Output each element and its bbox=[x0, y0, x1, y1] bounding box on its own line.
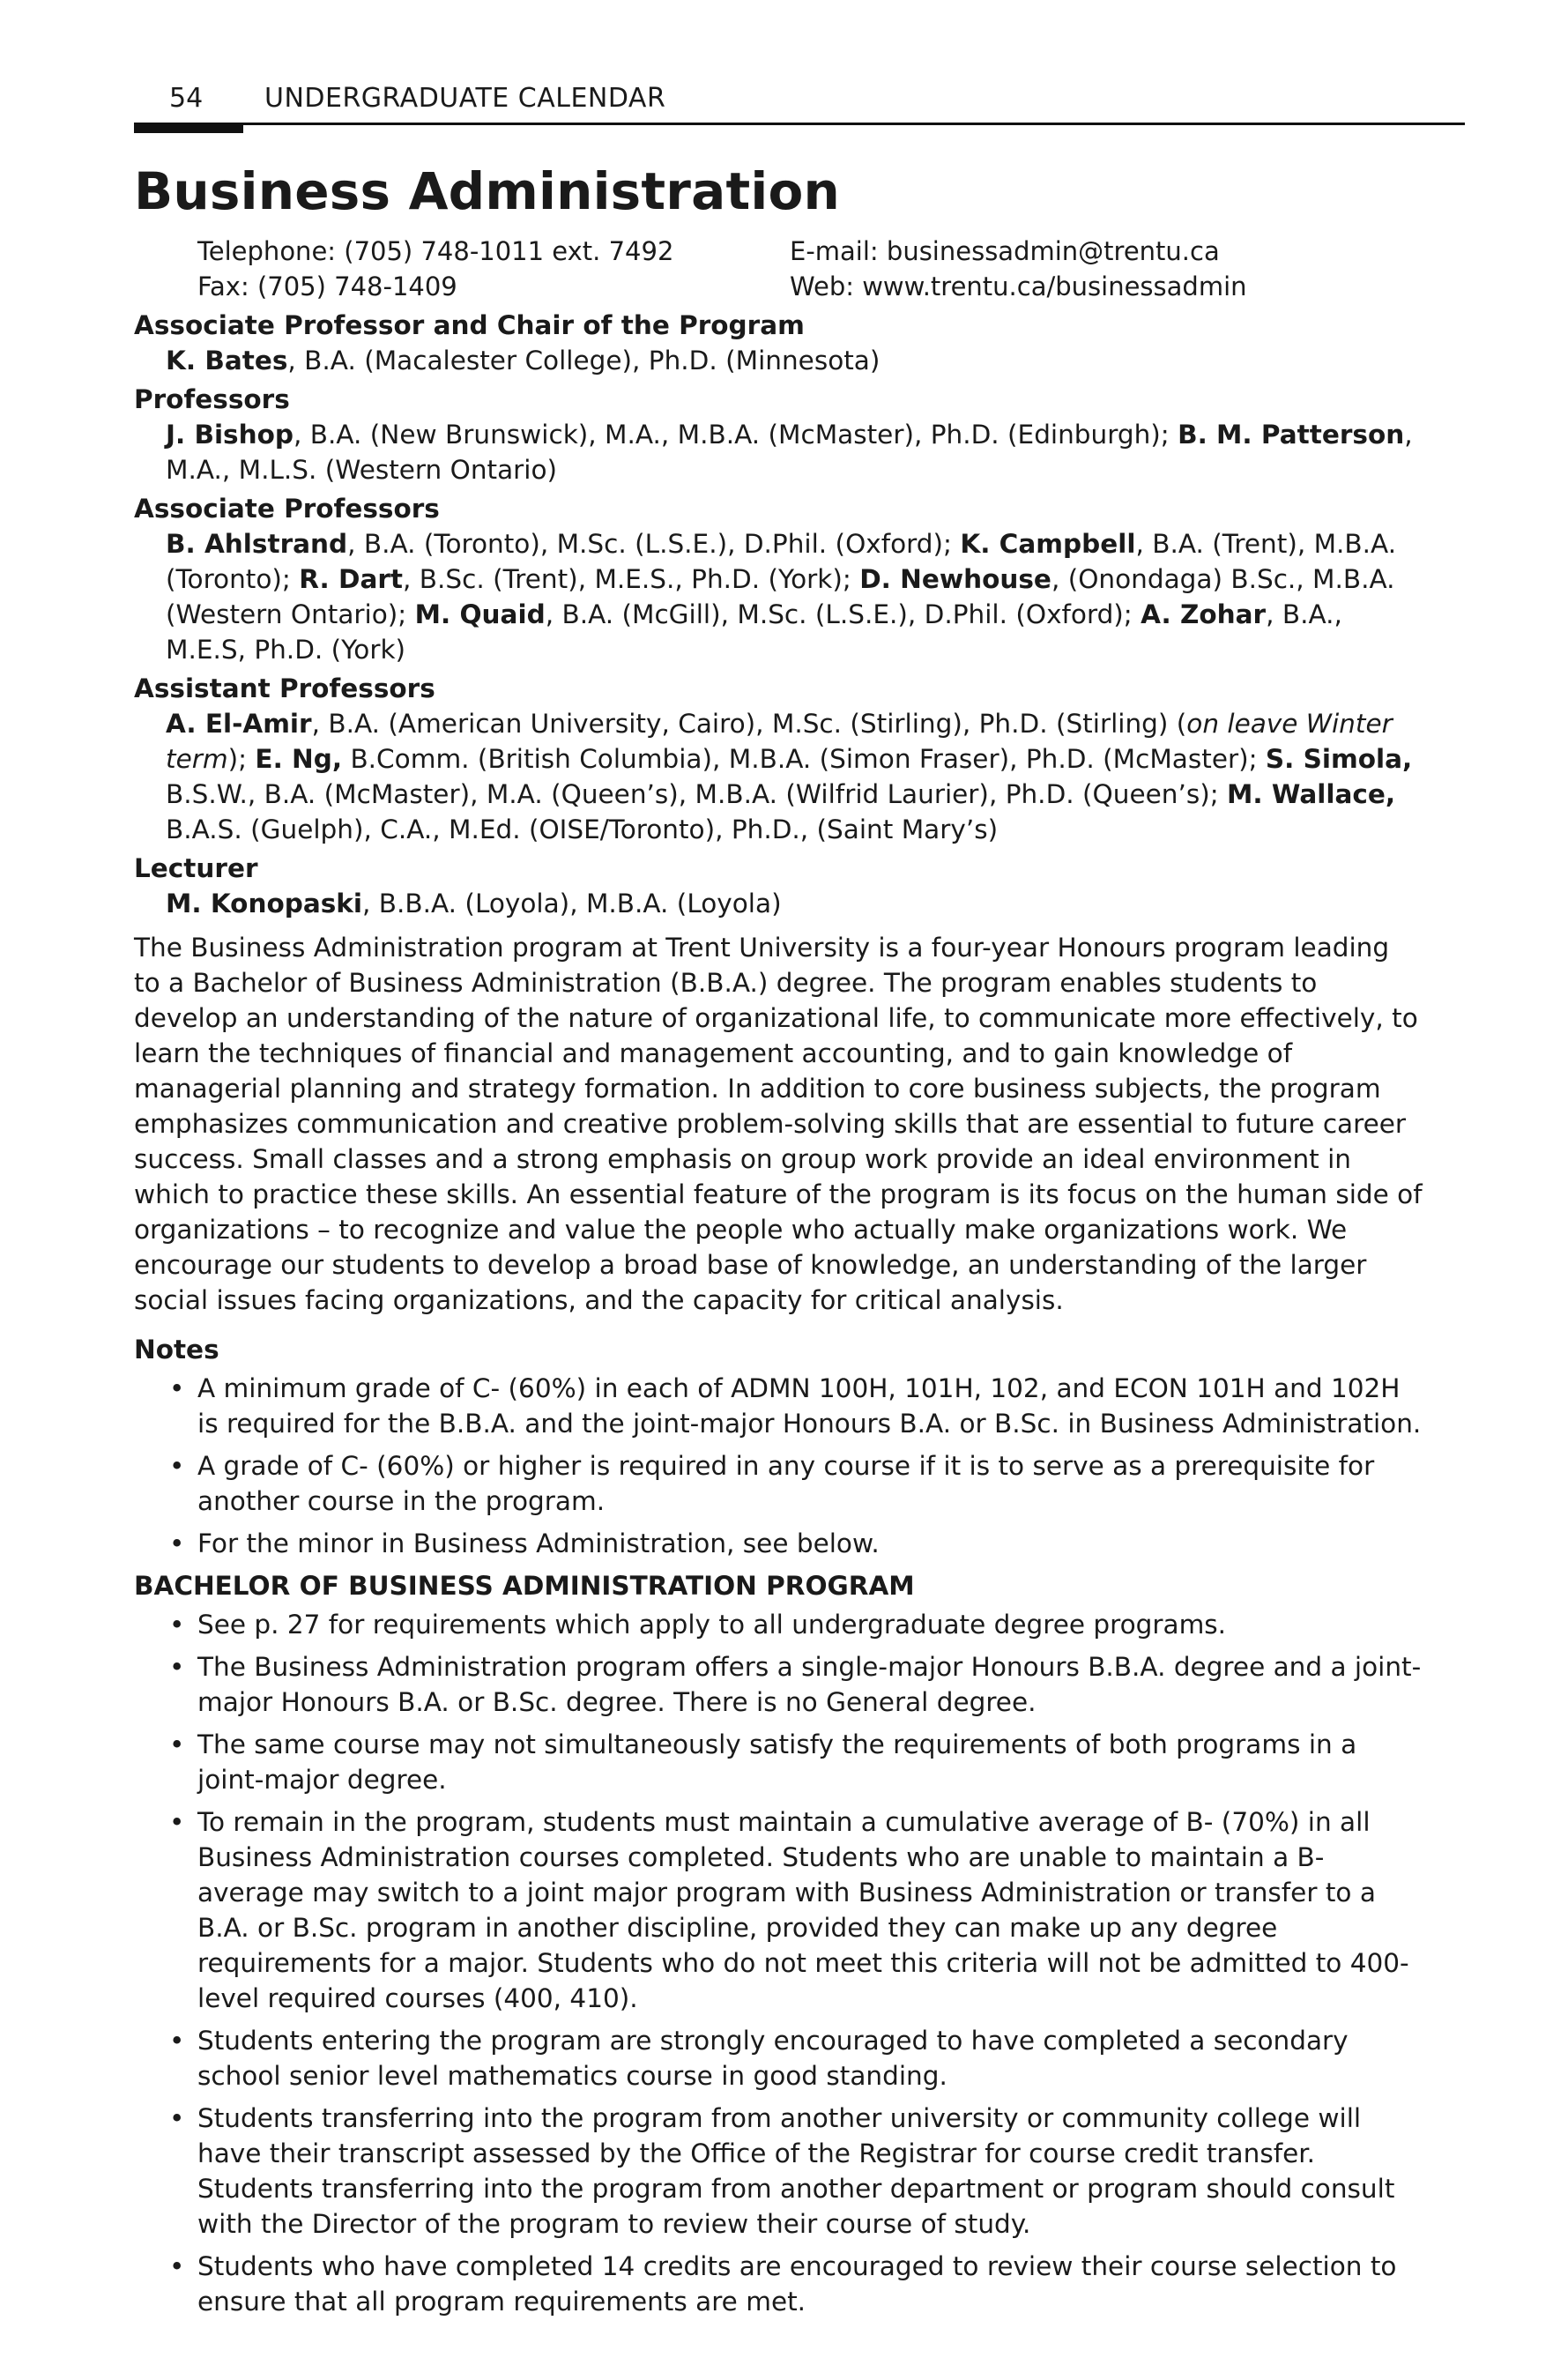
faculty-member bbox=[166, 529, 960, 559]
list-item bbox=[134, 1804, 1423, 2016]
faculty-member bbox=[415, 599, 1141, 629]
faculty-credentials: , B.A. (Toronto), M.Sc. (L.S.E.), D.Phil. (Oxford); bbox=[347, 528, 961, 559]
list-item-text: Students who have completed 14 credits are encouraged to review their course selection to ensure that all program requirements are met. bbox=[197, 2250, 1397, 2317]
calendar-title: UNDERGRADUATE CALENDAR bbox=[264, 83, 666, 114]
fax: Fax: (705) 748-1409 bbox=[197, 271, 457, 301]
faculty-member bbox=[299, 564, 859, 594]
faculty-name: K. Campbell bbox=[960, 528, 1136, 559]
bullet-icon: • bbox=[169, 1729, 185, 1759]
chair-list bbox=[166, 343, 1423, 378]
faculty-name: A. Zohar bbox=[1141, 599, 1267, 629]
bullet-icon: • bbox=[169, 1528, 185, 1558]
faculty-member bbox=[166, 346, 880, 376]
faculty-section bbox=[134, 308, 1423, 921]
header-rule-thick bbox=[134, 123, 243, 133]
list-item-text: To remain in the program, students must maintain a cumulative average of B- (70%) in all Business Administration courses completed. Students who are unable to maintain a B- average may switch to a joint major program with Business Administration or transfer to a B.A. or B.Sc. program in another discipline, provided they can make up any degree requirements for a major. Students who do not meet this criteria will not be admitted to 400-level required courses (400, 410). bbox=[197, 1806, 1409, 2013]
faculty-credentials: , B.A. (American University, Cairo), M.Sc. (Stirling), Ph.D. (Stirling) ( bbox=[311, 708, 1187, 739]
program-heading: BACHELOR OF BUSINESS ADMINISTRATION PROGRAM bbox=[134, 1570, 915, 1601]
faculty-name: M. Konopaski bbox=[166, 888, 363, 919]
calendar-page bbox=[134, 78, 1423, 2326]
list-item bbox=[134, 1607, 1423, 1642]
list-item bbox=[134, 1371, 1423, 1441]
faculty-credentials: B.A.S. (Guelph), C.A., M.Ed. (OISE/Toronto), Ph.D., (Saint Mary’s) bbox=[166, 814, 999, 844]
faculty-name: J. Bishop bbox=[166, 419, 294, 450]
list-item bbox=[134, 2101, 1423, 2242]
faculty-name: D. Newhouse bbox=[859, 563, 1051, 594]
bullet-icon: • bbox=[169, 2250, 185, 2281]
faculty-credentials: , B.A. (Macalester College), Ph.D. (Minnesota) bbox=[287, 345, 881, 376]
associate-professors-heading: Associate Professors bbox=[134, 493, 440, 524]
faculty-name: E. Ng, bbox=[255, 743, 343, 774]
faculty-credentials: B.S.W., B.A. (McMaster), M.A. (Queen’s), M.B.A. (Wilfrid Laurier), Ph.D. (Queen’s); bbox=[166, 778, 1228, 809]
list-item-text: A minimum grade of C- (60%) in each of ADMN 100H, 101H, 102, and ECON 101H and 102H is required for the B.B.A. and the joint-major Honours B.A. or B.Sc. in Business Administration. bbox=[197, 1372, 1422, 1439]
faculty-name: A. El-Amir bbox=[166, 708, 312, 739]
list-item-text: For the minor in Business Administration, see below. bbox=[197, 1528, 880, 1558]
list-item-text: The Business Administration program offers a single-major Honours B.B.A. degree and a joint-major Honours B.A. or B.Sc. degree. There is no General degree. bbox=[197, 1651, 1422, 1717]
page-title: Business Administration bbox=[134, 161, 840, 221]
list-item-text: A grade of C- (60%) or higher is required in any course if it is to serve as a prerequisite for another course in the program. bbox=[197, 1450, 1375, 1516]
running-header bbox=[134, 78, 1423, 120]
bullet-icon: • bbox=[169, 1806, 185, 1837]
faculty-name: R. Dart bbox=[299, 563, 404, 594]
bullet-icon: • bbox=[169, 1450, 185, 1481]
faculty-name: B. M. Patterson bbox=[1178, 419, 1405, 450]
faculty-credentials: , (Onondaga) B.Sc., M.B.A. (Western Ontario); bbox=[166, 563, 1395, 629]
list-item bbox=[134, 1649, 1423, 1720]
faculty-credentials: , B.B.A. (Loyola), M.B.A. (Loyola) bbox=[362, 888, 782, 919]
page-number: 54 bbox=[169, 83, 204, 114]
faculty-name: M. Quaid bbox=[414, 599, 546, 629]
faculty-credentials: , B.A. (McGill), M.Sc. (L.S.E.), D.Phil. (Oxford); bbox=[545, 599, 1141, 629]
faculty-name: K. Bates bbox=[166, 345, 288, 376]
faculty-credentials: B.Comm. (British Columbia), M.B.A. (Simon Fraser), Ph.D. (McMaster); bbox=[342, 743, 1266, 774]
lecturer-list bbox=[166, 886, 1423, 921]
assistant-professors-heading: Assistant Professors bbox=[134, 673, 435, 703]
list-item-text: Students entering the program are strongly encouraged to have completed a secondary school senior level mathematics course in good standing. bbox=[197, 2025, 1349, 2091]
faculty-credentials: , M.A., M.L.S. (Western Ontario) bbox=[166, 419, 1413, 485]
faculty-credentials-tail: ); bbox=[227, 743, 256, 774]
bullet-icon: • bbox=[169, 2025, 185, 2056]
list-item-text: The same course may not simultaneously satisfy the requirements of both programs in a joint-major degree. bbox=[197, 1729, 1357, 1795]
faculty-name: B. Ahlstrand bbox=[166, 528, 348, 559]
faculty-credentials: , B.A., M.E.S, Ph.D. (York) bbox=[166, 599, 1342, 665]
bullet-icon: • bbox=[169, 1651, 185, 1682]
faculty-member bbox=[166, 420, 1178, 450]
web: Web: www.trentu.ca/businessadmin bbox=[790, 271, 1247, 301]
bullet-icon: • bbox=[169, 1609, 185, 1640]
list-item bbox=[134, 1448, 1423, 1519]
faculty-member bbox=[166, 889, 782, 919]
assistant-professors-list bbox=[166, 706, 1423, 847]
list-item bbox=[134, 2249, 1423, 2319]
contact-info bbox=[197, 234, 1423, 304]
telephone: Telephone: (705) 748-1011 ext. 7492 bbox=[197, 235, 674, 266]
list-item bbox=[134, 1526, 1423, 1561]
faculty-member bbox=[255, 744, 1266, 774]
list-item bbox=[134, 2023, 1423, 2094]
chair-heading: Associate Professor and Chair of the Program bbox=[134, 309, 805, 340]
associate-professors-list bbox=[166, 526, 1423, 667]
notes-heading: Notes bbox=[134, 1334, 219, 1365]
list-item-text: Students transferring into the program from another university or community college will have their transcript assessed by the Office of the Registrar for course credit transfer. Students transferring into the program from another department or program should consult with the Director of the program to review their course of study. bbox=[197, 2102, 1395, 2239]
faculty-credentials: , B.Sc. (Trent), M.E.S., Ph.D. (York); bbox=[403, 563, 860, 594]
notes-list bbox=[134, 1371, 1423, 1561]
header-rule-thin bbox=[243, 123, 1465, 125]
faculty-credentials: , B.A. (New Brunswick), M.A., M.B.A. (McMaster), Ph.D. (Edinburgh); bbox=[294, 419, 1178, 450]
faculty-leave-note: on leave Winter term bbox=[166, 708, 1393, 774]
program-requirements-list bbox=[134, 1607, 1423, 2319]
professors-heading: Professors bbox=[134, 383, 290, 414]
faculty-credentials: , B.A. (Trent), M.B.A. (Toronto); bbox=[166, 528, 1397, 594]
bullet-icon: • bbox=[169, 1372, 185, 1403]
list-item bbox=[134, 1727, 1423, 1797]
bullet-icon: • bbox=[169, 2102, 185, 2133]
faculty-name: M. Wallace, bbox=[1227, 778, 1396, 809]
lecturer-heading: Lecturer bbox=[134, 852, 258, 883]
list-item-text: See p. 27 for requirements which apply to all undergraduate degree programs. bbox=[197, 1609, 1227, 1640]
program-description: The Business Administration program at Trent University is a four-year Honours program leading to a Bachelor of Business Administration (B.B.A.) degree. The program enables students to develop an understanding of the nature of organizational life, to communicate more effectively, to learn the techniques of financial and management accounting, and to gain knowledge of managerial planning and strategy formation. In addition to core business subjects, the program emphasizes communication and creative problem-solving skills that are essential to future career success. Small classes and a strong emphasis on group work provide an ideal environment in which to practice these skills. An essential feature of the program is its focus on the human side of organizations – to recognize and value the people who actually make organizations work. We encourage our students to develop a broad base of knowledge, an understanding of the larger social issues facing organizations, and the capacity for critical analysis. bbox=[134, 932, 1423, 1315]
professors-list bbox=[166, 417, 1423, 487]
faculty-name: S. Simola, bbox=[1265, 743, 1413, 774]
email: E-mail: businessadmin@trentu.ca bbox=[790, 235, 1220, 266]
